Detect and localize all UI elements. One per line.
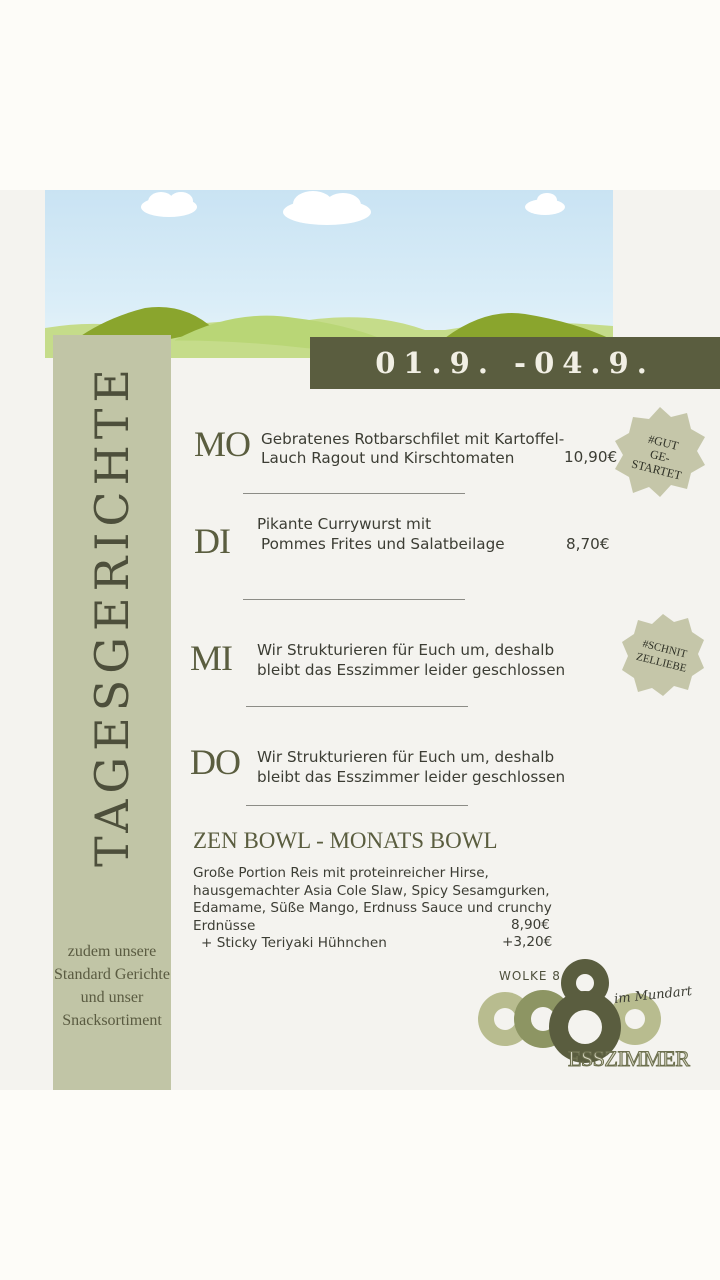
bowl-line: Edamame, Süße Mango, Erdnuss Sauce und crunchy (193, 900, 552, 916)
bowl-line: Erdnüsse (193, 917, 256, 934)
bowl-line: Große Portion Reis mit proteinreicher Hirse, (193, 865, 489, 881)
dish-mo-line2: Lauch Ragout und Kirschtomaten (261, 449, 515, 467)
date-range: 01.9. -04.9. (375, 346, 655, 380)
dish-mi-line1: Wir Strukturieren für Euch um, deshalb (257, 641, 555, 659)
day-label-do: DO (190, 742, 240, 782)
page-title: TAGESGERICHTE (85, 363, 139, 867)
badge-schnitzelliebe (620, 612, 706, 700)
day-label-mi: MI (190, 638, 232, 678)
dish-di-line1: Pikante Currywurst mit (257, 515, 432, 533)
divider (243, 493, 465, 494)
logo-subtitle: im Mundart (613, 983, 693, 1008)
bowl-title: ZEN BOWL - MONATS BOWL (193, 828, 498, 853)
dish-di-line2: Pommes Frites und Salatbeilage (261, 535, 505, 553)
badge-text: #GUT GE- STARTET (630, 431, 684, 483)
dish-mo-line1: Gebratenes Rotbarschfilet mit Kartoffel- (261, 430, 565, 448)
day-label-mo: MO (194, 424, 251, 464)
badge-text: #SCHNIT ZELLIEBE (634, 637, 689, 675)
divider (246, 706, 468, 707)
logo-brand: WOLKE 8 (499, 969, 561, 983)
bowl-price: 8,90€ (511, 917, 550, 933)
bowl-addon: + Sticky Teriyaki Hühnchen (201, 935, 387, 951)
divider (246, 805, 468, 806)
price-mo: 10,90€ (564, 448, 618, 466)
divider (243, 599, 465, 600)
bowl-addon-price: +3,20€ (502, 934, 553, 950)
dish-do-line1: Wir Strukturieren für Euch um, deshalb (257, 748, 555, 766)
badge-gut-gestartet (613, 405, 707, 507)
bowl-line: hausgemachter Asia Cole Slaw, Spicy Sesamgurken, (193, 882, 550, 899)
logo-name: ESSZIMMER (568, 1046, 690, 1071)
dish-do-line2: bleibt das Esszimmer leider geschlossen (257, 768, 566, 786)
bowl-description (193, 865, 552, 953)
landscape-illustration (45, 190, 613, 358)
price-di: 8,70€ (566, 535, 610, 553)
dish-mi-line2: bleibt das Esszimmer leider geschlossen (257, 661, 566, 679)
day-label-di: DI (194, 521, 230, 561)
sidebar-note: zudem unsere Standard Gerichte und unser Snacksortiment (54, 943, 170, 1029)
date-banner (310, 337, 720, 389)
